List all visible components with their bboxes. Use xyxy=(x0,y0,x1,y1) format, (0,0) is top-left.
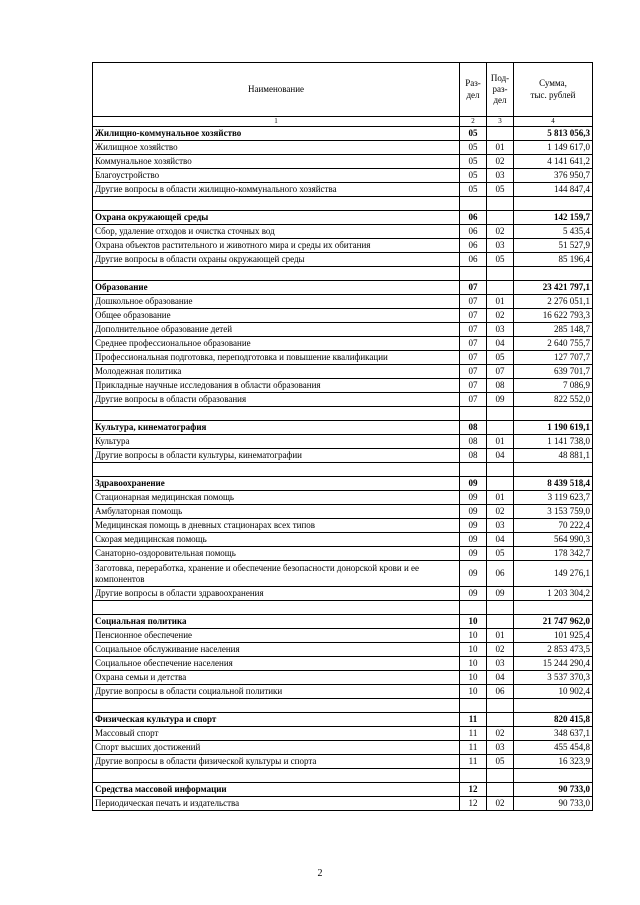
subsection-row xyxy=(93,141,593,155)
empty-cell xyxy=(93,407,460,421)
column-number: 4 xyxy=(514,117,593,127)
row-section-code: 10 xyxy=(460,643,487,657)
row-name: Молодежная политика xyxy=(93,365,460,379)
subsection-row xyxy=(93,727,593,741)
row-subsection-code: 01 xyxy=(487,141,514,155)
row-name: Амбулаторная помощь xyxy=(93,505,460,519)
row-name: Санаторно-оздоровительная помощь xyxy=(93,547,460,561)
row-subsection-code xyxy=(487,713,514,727)
row-subsection-code: 01 xyxy=(487,295,514,309)
subsection-row xyxy=(93,337,593,351)
row-name: Охрана окружающей среды xyxy=(93,211,460,225)
row-subsection-code: 03 xyxy=(487,239,514,253)
row-section-code: 06 xyxy=(460,253,487,267)
header-subsection: Под- раз- дел xyxy=(487,63,514,117)
section-row xyxy=(93,127,593,141)
column-number: 1 xyxy=(93,117,460,127)
row-name: Дошкольное образование xyxy=(93,295,460,309)
row-sum: 10 902,4 xyxy=(514,685,593,699)
row-name: Образование xyxy=(93,281,460,295)
row-section-code: 05 xyxy=(460,127,487,141)
row-subsection-code: 04 xyxy=(487,671,514,685)
empty-cell xyxy=(460,699,487,713)
empty-cell xyxy=(487,407,514,421)
row-name: Другие вопросы в области культуры, кинематографии xyxy=(93,449,460,463)
row-section-code: 08 xyxy=(460,421,487,435)
subsection-row xyxy=(93,295,593,309)
row-name: Пенсионное обеспечение xyxy=(93,629,460,643)
row-subsection-code: 02 xyxy=(487,155,514,169)
row-sum: 85 196,4 xyxy=(514,253,593,267)
row-subsection-code: 02 xyxy=(487,225,514,239)
row-section-code: 09 xyxy=(460,587,487,601)
row-section-code: 07 xyxy=(460,365,487,379)
row-section-code: 07 xyxy=(460,295,487,309)
subsection-row xyxy=(93,169,593,183)
empty-cell xyxy=(93,769,460,783)
row-sum: 127 707,7 xyxy=(514,351,593,365)
subsection-row xyxy=(93,741,593,755)
empty-cell xyxy=(514,267,593,281)
subsection-row xyxy=(93,379,593,393)
row-section-code: 07 xyxy=(460,351,487,365)
subsection-row xyxy=(93,491,593,505)
row-section-code: 07 xyxy=(460,379,487,393)
empty-cell xyxy=(487,769,514,783)
section-row xyxy=(93,615,593,629)
row-subsection-code: 02 xyxy=(487,727,514,741)
section-row xyxy=(93,783,593,797)
row-sum: 3 119 623,7 xyxy=(514,491,593,505)
column-number-row xyxy=(93,117,593,127)
row-sum: 1 190 619,1 xyxy=(514,421,593,435)
column-number: 3 xyxy=(487,117,514,127)
section-row xyxy=(93,713,593,727)
subsection-row xyxy=(93,797,593,811)
subsection-row xyxy=(93,671,593,685)
empty-cell xyxy=(487,267,514,281)
row-name: Благоустройство xyxy=(93,169,460,183)
row-subsection-code: 04 xyxy=(487,337,514,351)
row-section-code: 10 xyxy=(460,615,487,629)
row-section-code: 07 xyxy=(460,393,487,407)
empty-cell xyxy=(460,267,487,281)
row-name: Культура, кинематография xyxy=(93,421,460,435)
row-sum: 51 527,9 xyxy=(514,239,593,253)
row-section-code: 07 xyxy=(460,323,487,337)
empty-cell xyxy=(514,463,593,477)
row-name: Другие вопросы в области социальной политики xyxy=(93,685,460,699)
row-section-code: 07 xyxy=(460,281,487,295)
row-subsection-code: 04 xyxy=(487,533,514,547)
row-sum: 348 637,1 xyxy=(514,727,593,741)
row-subsection-code: 02 xyxy=(487,309,514,323)
row-subsection-code: 05 xyxy=(487,755,514,769)
row-name: Социальное обеспечение населения xyxy=(93,657,460,671)
row-subsection-code: 02 xyxy=(487,797,514,811)
row-sum: 455 454,8 xyxy=(514,741,593,755)
row-name: Коммунальное хозяйство xyxy=(93,155,460,169)
row-sum: 90 733,0 xyxy=(514,797,593,811)
row-subsection-code: 04 xyxy=(487,449,514,463)
page-number: 2 xyxy=(317,868,323,879)
subsection-row xyxy=(93,393,593,407)
empty-cell xyxy=(487,601,514,615)
subsection-row xyxy=(93,351,593,365)
budget-table-body xyxy=(93,63,593,811)
row-sum: 2 640 755,7 xyxy=(514,337,593,351)
row-subsection-code: 08 xyxy=(487,379,514,393)
row-sum: 2 276 051,1 xyxy=(514,295,593,309)
empty-cell xyxy=(487,699,514,713)
header-section: Раз- дел xyxy=(460,63,487,117)
row-sum: 2 853 473,5 xyxy=(514,643,593,657)
row-sum: 5 435,4 xyxy=(514,225,593,239)
subsection-row xyxy=(93,505,593,519)
row-subsection-code: 03 xyxy=(487,741,514,755)
row-section-code: 09 xyxy=(460,477,487,491)
row-subsection-code xyxy=(487,421,514,435)
row-name: Среднее профессиональное образование xyxy=(93,337,460,351)
row-sum: 178 342,7 xyxy=(514,547,593,561)
header-name: Наименование xyxy=(93,63,460,117)
row-name: Прикладные научные исследования в области образования xyxy=(93,379,460,393)
row-name: Культура xyxy=(93,435,460,449)
row-subsection-code xyxy=(487,281,514,295)
subsection-row xyxy=(93,685,593,699)
row-section-code: 05 xyxy=(460,169,487,183)
spacer-row xyxy=(93,769,593,783)
row-sum: 376 950,7 xyxy=(514,169,593,183)
row-subsection-code: 06 xyxy=(487,561,514,587)
spacer-row xyxy=(93,407,593,421)
empty-cell xyxy=(460,463,487,477)
empty-cell xyxy=(93,699,460,713)
row-section-code: 05 xyxy=(460,155,487,169)
subsection-row xyxy=(93,643,593,657)
row-sum: 5 813 056,3 xyxy=(514,127,593,141)
row-section-code: 08 xyxy=(460,435,487,449)
subsection-row xyxy=(93,435,593,449)
row-name: Массовый спорт xyxy=(93,727,460,741)
subsection-row xyxy=(93,239,593,253)
row-section-code: 09 xyxy=(460,547,487,561)
row-sum: 16 323,9 xyxy=(514,755,593,769)
empty-cell xyxy=(93,267,460,281)
row-sum: 144 847,4 xyxy=(514,183,593,197)
table-header-row xyxy=(93,63,593,117)
row-sum: 7 086,9 xyxy=(514,379,593,393)
row-section-code: 11 xyxy=(460,741,487,755)
row-section-code: 12 xyxy=(460,797,487,811)
empty-cell xyxy=(514,197,593,211)
row-section-code: 12 xyxy=(460,783,487,797)
row-subsection-code: 07 xyxy=(487,365,514,379)
empty-cell xyxy=(487,197,514,211)
empty-cell xyxy=(514,601,593,615)
row-subsection-code: 01 xyxy=(487,435,514,449)
row-subsection-code xyxy=(487,211,514,225)
row-sum: 822 552,0 xyxy=(514,393,593,407)
row-sum: 8 439 518,4 xyxy=(514,477,593,491)
empty-cell xyxy=(93,601,460,615)
empty-cell xyxy=(93,197,460,211)
spacer-row xyxy=(93,601,593,615)
row-subsection-code: 03 xyxy=(487,323,514,337)
row-subsection-code: 05 xyxy=(487,183,514,197)
row-sum: 15 244 290,4 xyxy=(514,657,593,671)
empty-cell xyxy=(93,463,460,477)
subsection-row xyxy=(93,587,593,601)
empty-cell xyxy=(514,407,593,421)
row-sum: 820 415,8 xyxy=(514,713,593,727)
row-name: Дополнительное образование детей xyxy=(93,323,460,337)
row-section-code: 09 xyxy=(460,533,487,547)
row-sum: 1 141 738,0 xyxy=(514,435,593,449)
row-subsection-code: 03 xyxy=(487,169,514,183)
row-section-code: 05 xyxy=(460,183,487,197)
subsection-row xyxy=(93,547,593,561)
row-name: Другие вопросы в области образования xyxy=(93,393,460,407)
section-row xyxy=(93,211,593,225)
empty-cell xyxy=(460,601,487,615)
row-subsection-code xyxy=(487,783,514,797)
subsection-row xyxy=(93,533,593,547)
spacer-row xyxy=(93,197,593,211)
row-sum: 3 153 759,0 xyxy=(514,505,593,519)
subsection-row xyxy=(93,323,593,337)
row-sum: 48 881,1 xyxy=(514,449,593,463)
row-section-code: 08 xyxy=(460,449,487,463)
section-row xyxy=(93,477,593,491)
row-name: Средства массовой информации xyxy=(93,783,460,797)
row-subsection-code: 09 xyxy=(487,587,514,601)
subsection-row xyxy=(93,309,593,323)
subsection-row xyxy=(93,561,593,587)
row-section-code: 10 xyxy=(460,685,487,699)
row-name: Профессиональная подготовка, переподготовка и повышение квалификации xyxy=(93,351,460,365)
row-sum: 90 733,0 xyxy=(514,783,593,797)
row-subsection-code: 05 xyxy=(487,547,514,561)
row-sum: 142 159,7 xyxy=(514,211,593,225)
row-section-code: 10 xyxy=(460,629,487,643)
row-section-code: 09 xyxy=(460,519,487,533)
row-section-code: 11 xyxy=(460,755,487,769)
row-subsection-code xyxy=(487,477,514,491)
subsection-row xyxy=(93,155,593,169)
row-section-code: 07 xyxy=(460,309,487,323)
empty-cell xyxy=(514,769,593,783)
row-name: Социальная политика xyxy=(93,615,460,629)
row-name: Общее образование xyxy=(93,309,460,323)
subsection-row xyxy=(93,253,593,267)
row-section-code: 10 xyxy=(460,671,487,685)
subsection-row xyxy=(93,519,593,533)
row-name: Другие вопросы в области охраны окружающей среды xyxy=(93,253,460,267)
row-name: Жилищное хозяйство xyxy=(93,141,460,155)
row-section-code: 07 xyxy=(460,337,487,351)
row-subsection-code: 01 xyxy=(487,629,514,643)
row-subsection-code: 01 xyxy=(487,491,514,505)
row-name: Спорт высших достижений xyxy=(93,741,460,755)
row-subsection-code: 02 xyxy=(487,643,514,657)
row-sum: 639 701,7 xyxy=(514,365,593,379)
row-sum: 1 203 304,2 xyxy=(514,587,593,601)
row-name: Охрана объектов растительного и животного мира и среды их обитания xyxy=(93,239,460,253)
row-subsection-code: 03 xyxy=(487,519,514,533)
row-name: Социальное обслуживание населения xyxy=(93,643,460,657)
row-section-code: 09 xyxy=(460,505,487,519)
subsection-row xyxy=(93,657,593,671)
row-sum: 16 622 793,3 xyxy=(514,309,593,323)
budget-table xyxy=(92,62,593,811)
row-name: Физическая культура и спорт xyxy=(93,713,460,727)
row-subsection-code xyxy=(487,127,514,141)
row-section-code: 10 xyxy=(460,657,487,671)
row-section-code: 11 xyxy=(460,727,487,741)
row-sum: 21 747 962,0 xyxy=(514,615,593,629)
row-subsection-code: 02 xyxy=(487,505,514,519)
empty-cell xyxy=(514,699,593,713)
row-subsection-code: 05 xyxy=(487,253,514,267)
row-section-code: 06 xyxy=(460,225,487,239)
header-sum: Сумма, тыс. рублей xyxy=(514,63,593,117)
row-section-code: 11 xyxy=(460,713,487,727)
subsection-row xyxy=(93,365,593,379)
row-sum: 23 421 797,1 xyxy=(514,281,593,295)
empty-cell xyxy=(460,407,487,421)
row-sum: 564 990,3 xyxy=(514,533,593,547)
row-name: Сбор, удаление отходов и очистка сточных вод xyxy=(93,225,460,239)
row-sum: 149 276,1 xyxy=(514,561,593,587)
row-section-code: 09 xyxy=(460,491,487,505)
row-subsection-code: 03 xyxy=(487,657,514,671)
row-name: Здравоохранение xyxy=(93,477,460,491)
row-name: Охрана семьи и детства xyxy=(93,671,460,685)
column-number: 2 xyxy=(460,117,487,127)
empty-cell xyxy=(460,197,487,211)
row-name: Другие вопросы в области здравоохранения xyxy=(93,587,460,601)
row-name: Жилищно-коммунальное хозяйство xyxy=(93,127,460,141)
subsection-row xyxy=(93,629,593,643)
row-sum: 285 148,7 xyxy=(514,323,593,337)
row-name: Периодическая печать и издательства xyxy=(93,797,460,811)
row-subsection-code xyxy=(487,615,514,629)
row-name: Стационарная медицинская помощь xyxy=(93,491,460,505)
empty-cell xyxy=(460,769,487,783)
row-sum: 3 537 370,3 xyxy=(514,671,593,685)
row-section-code: 09 xyxy=(460,561,487,587)
spacer-row xyxy=(93,463,593,477)
row-section-code: 06 xyxy=(460,211,487,225)
spacer-row xyxy=(93,699,593,713)
row-name: Скорая медицинская помощь xyxy=(93,533,460,547)
row-sum: 70 222,4 xyxy=(514,519,593,533)
empty-cell xyxy=(487,463,514,477)
section-row xyxy=(93,281,593,295)
row-sum: 4 141 641,2 xyxy=(514,155,593,169)
row-sum: 1 149 617,0 xyxy=(514,141,593,155)
row-name: Медицинская помощь в дневных стационарах всех типов xyxy=(93,519,460,533)
row-name: Другие вопросы в области физической культуры и спорта xyxy=(93,755,460,769)
row-name: Заготовка, переработка, хранение и обеспечение безопасности донорской крови и ее компонентов xyxy=(93,561,460,587)
row-name: Другие вопросы в области жилищно-коммунального хозяйства xyxy=(93,183,460,197)
subsection-row xyxy=(93,183,593,197)
row-subsection-code: 06 xyxy=(487,685,514,699)
row-subsection-code: 09 xyxy=(487,393,514,407)
subsection-row xyxy=(93,449,593,463)
spacer-row xyxy=(93,267,593,281)
row-subsection-code: 05 xyxy=(487,351,514,365)
subsection-row xyxy=(93,755,593,769)
row-section-code: 06 xyxy=(460,239,487,253)
subsection-row xyxy=(93,225,593,239)
row-section-code: 05 xyxy=(460,141,487,155)
row-sum: 101 925,4 xyxy=(514,629,593,643)
section-row xyxy=(93,421,593,435)
